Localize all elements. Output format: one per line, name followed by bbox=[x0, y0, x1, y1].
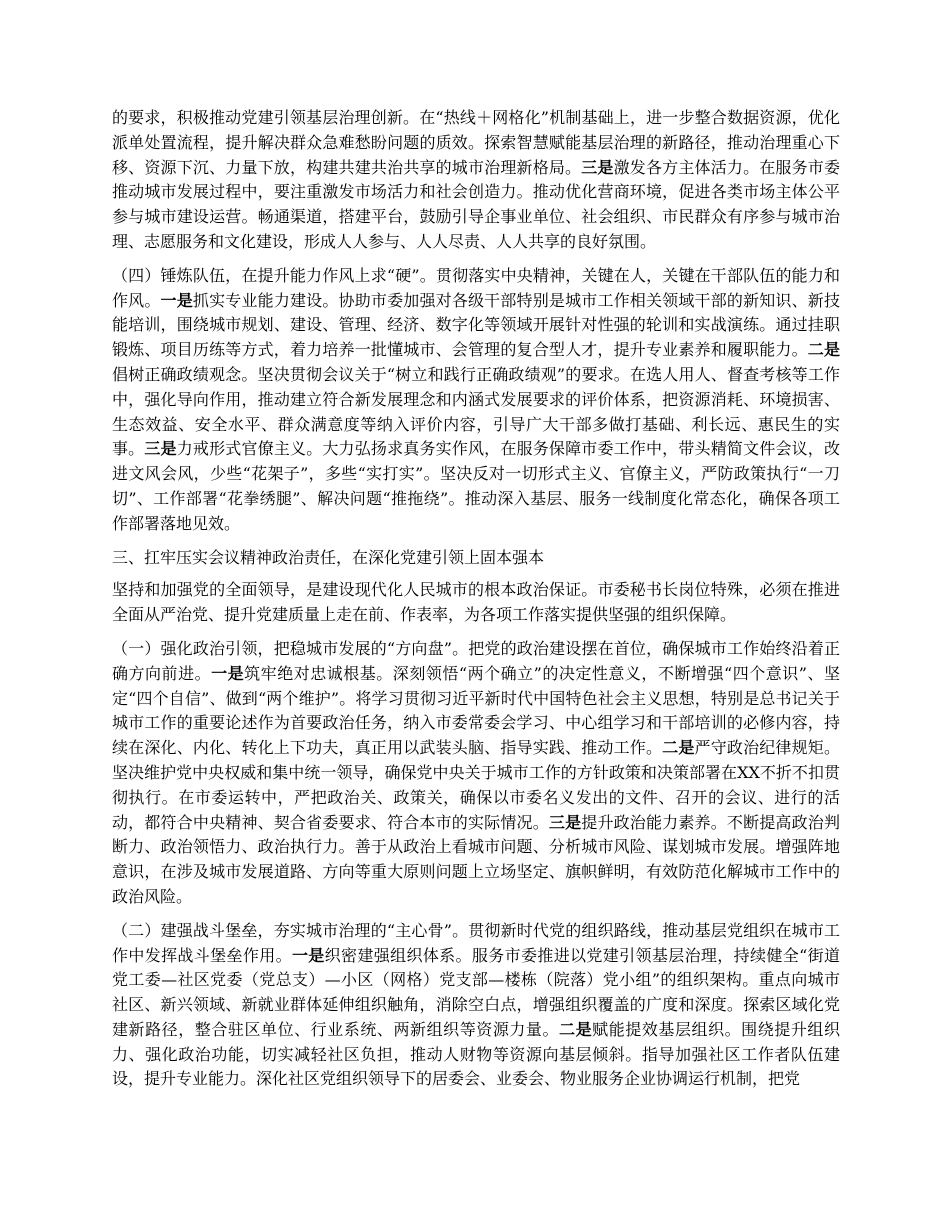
paragraph-party-leadership-intro bbox=[112, 578, 840, 628]
heading-text: 三、扛牢压实会议精神政治责任，在深化党建引领上固本强本 bbox=[112, 547, 545, 567]
paragraph-political-guidance bbox=[112, 637, 840, 910]
text-run: （四）锤炼队伍，在提升能力作风上求“硬”。贯彻落实中央精神，关键在人，关键在干部队伍的能力和作风。 bbox=[112, 265, 840, 310]
bold-marker: 二是 bbox=[559, 1019, 593, 1039]
text-run: 力戒形式官僚主义。大力弘扬求真务实作风，在服务保障市委工作中，带头精简文件会议，改进文风会风，少些“花架子”，多些“实打实”。坚决反对一切形式主义、官僚主义，严防政策执行“一刀切”、工作部署“花拳绣腿”、解决问题“推拖绕”。推动深入基层、服务一线制度化常态化，确保各项工作部署落地见效。 bbox=[112, 439, 840, 533]
bold-marker: 三是 bbox=[581, 157, 614, 177]
bold-marker: 三是 bbox=[144, 439, 177, 459]
text-run: （二）建强战斗堡垒，夯实城市治理的“主心骨”。贯彻新时代党的组织路线，推动基层党组织在城市工作中发挥战斗堡垒作用。 bbox=[112, 920, 840, 965]
text-run: 抓实专业能力建设。协助市委加强对各级干部特别是城市工作相关领域干部的新知识、新技能培训，围绕城市规划、建设、管理、经济、数字化等领域开展针对性强的轮训和实战演练。通过挂职锻炼、项目历练等方式，着力培养一批懂城市、会管理的复合型人才，提升专业素养和履职能力。 bbox=[112, 290, 840, 360]
bold-marker: 二是 bbox=[807, 340, 840, 360]
bold-marker: 一是 bbox=[291, 945, 325, 965]
text-run: 坚持和加强党的全面领导，是建设现代化人民城市的根本政治保证。市委秘书长岗位特殊，必须在推进全面从严治党、提升党建质量上走在前、作表率，为各项工作落实提供坚强的组织保障。 bbox=[112, 580, 840, 625]
text-run: 倡树正确政绩观念。坚决贯彻会议关于“树立和践行正确政绩观”的要求。在选人用人、督查考核等工作中，强化导向作用，推动建立符合新发展理念和内涵式发展要求的评价体系，把资源消耗、环境损害、生态效益、安全水平、群众满意度等纳入评价内容，引导广大干部多做打基础、利长远、惠民生的实事。 bbox=[112, 364, 840, 459]
paragraph-urban-governance-end bbox=[112, 106, 840, 255]
bold-marker: 三是 bbox=[548, 812, 582, 832]
bold-marker: 一是 bbox=[160, 290, 193, 310]
bold-marker: 二是 bbox=[662, 738, 695, 758]
text-run: 提升政治能力素养。不断提高政治判断力、政治领悟力、政治执行力。善于从政治上看城市问题、分析城市风险、谋划城市发展。增强阵地意识，在涉及城市发展道路、方向等重大原则问题上立场坚定、旗帜鲜明，有效防范化解城市工作中的政治风险。 bbox=[112, 812, 840, 906]
text-run: 激发各方主体活力。在服务市委推动城市发展过程中，要注重激发市场活力和社会创造力。推动优化营商环境，促进各类市场主体公平参与城市建设运营。畅通渠道，搭建平台，鼓励引导企事业单位、社会组织、市民群众有序参与城市治理、志愿服务和文化建设，形成人人参与、人人尽责、人人共享的良好氛围。 bbox=[112, 157, 840, 251]
text-run: 严守政治纪律规矩。坚决维护党中央权威和集中统一领导，确保党中央关于城市工作的方针政策和决策部署在XX不折不扣贯彻执行。在市委运转中，严把政治关、政策关，确保以市委名义发出的文件、召开的会议、进行的活动，都符合中央精神、契合省委要求、符合本市的实际情况。 bbox=[112, 738, 840, 832]
text-run: （一）强化政治引领，把稳城市发展的“方向盘”。把党的政治建设摆在首位，确保城市工作始终沿着正确方向前进。 bbox=[112, 638, 840, 683]
paragraph-team-building bbox=[112, 264, 840, 537]
section-heading-3 bbox=[112, 546, 840, 571]
document-page bbox=[112, 106, 840, 1101]
text-run: 织密建强组织体系。服务市委推进以党建引领基层治理，持续健全“街道党工委—社区党委（党总支）—小区（网格）党支部—楼栋（院落）党小组”的组织架构。重点向城市社区、新兴领域、新就业群体延伸组织触角，消除空白点，增强组织覆盖的广度和深度。探索区域化党建新路径，整合驻区单位、行业系统、两新组织等资源力量。 bbox=[112, 945, 840, 1039]
text-run: 筑牢绝对忠诚根基。深刻领悟“两个确立”的决定性意义，不断增强“四个意识”、坚定“四个自信”、做到“两个维护”。将学习贯彻习近平新时代中国特色社会主义思想，特别是总书记关于城市工作的重要论述作为首要政治任务，纳入市委常委会学习、中心组学习和干部培训的必修内容，持续在深化、内化、转化上下功夫，真正用以武装头脑、指导实践、推动工作。 bbox=[112, 663, 840, 758]
text-run: 赋能提效基层组织。围绕提升组织力、强化政治功能，切实减轻社区负担，推动人财物等资源向基层倾斜。指导加强社区工作者队伍建设，提升专业能力。深化社区党组织领导下的居委会、业委会、物业服务企业协调运行机制，把党 bbox=[112, 1019, 840, 1089]
bold-marker: 一是 bbox=[211, 663, 245, 683]
paragraph-combat-fortress bbox=[112, 919, 840, 1093]
text-run: 的要求，积极推动党建引领基层治理创新。在“热线＋网格化”机制基础上，进一步整合数据资源，优化派单处置流程，提升解决群众急难愁盼问题的质效。探索智慧赋能基层治理的新路径，推动治理重心下移、资源下沉、力量下放，构建共建共治共享的城市治理新格局。 bbox=[112, 108, 840, 177]
